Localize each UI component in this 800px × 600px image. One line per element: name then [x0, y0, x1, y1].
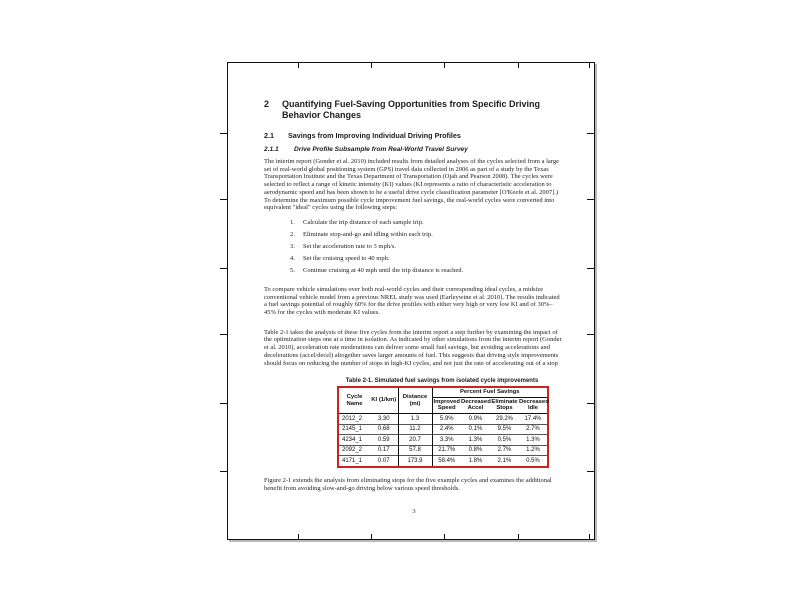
- cell-ki: 3.30: [370, 414, 398, 425]
- cell-decreased-idle: 2.7%: [519, 424, 548, 435]
- border-tick: [587, 268, 594, 269]
- subsubsection-heading: [264, 146, 564, 154]
- border-tick: [220, 268, 227, 269]
- list-item-text: Eliminate stop-and-go and idling within each trip.: [303, 230, 433, 238]
- cell-improved-speed: 2.4%: [432, 424, 461, 435]
- col-header-decreased-accel: Decreased Accel: [461, 398, 491, 412]
- table-header: [338, 387, 548, 413]
- table-caption: Table 2-1. Simulated fuel savings from isolated cycle improvements: [345, 378, 539, 385]
- cell-distance: 11.2: [398, 424, 432, 435]
- paragraph-3: Table 2-1 takes the analysis of these five cycles from the interim report a step further by examining the impact of the optimization steps one at a time in isolation. As indicated by other simulations from the interim report (Gonder et al. 2010), acceleration rate moderations can deliver some small fuel savings, but avoiding accelerations and decelerations (accel/decel) altogether saves larger amounts of fuel. This suggests that driving style improvements should focus on reducing the number of stops in high-KI cycles, and not just the rate of accelerating out of a stop: [264, 328, 562, 367]
- list-item-number: 1.: [290, 218, 295, 226]
- list-item: [290, 241, 564, 253]
- list-item-text: Set the cruising speed to 40 mph.: [303, 254, 390, 262]
- document-page: [227, 62, 595, 540]
- list-item-number: 3.: [290, 242, 295, 250]
- list-item-text: Calculate the trip distance of each sample trip.: [303, 218, 424, 226]
- col-header-improved-speed: Improved Speed: [433, 398, 460, 412]
- cell-decreased-accel: 1.8%: [461, 456, 490, 467]
- cell-decreased-idle: 0.5%: [519, 456, 548, 467]
- table-row: [338, 456, 548, 467]
- cell-eliminate-stops: 2.1%: [490, 456, 519, 467]
- cell-eliminate-stops: 9.5%: [490, 424, 519, 435]
- cell-decreased-accel: 0.8%: [461, 445, 490, 456]
- cell-distance: 173.9: [398, 456, 432, 467]
- border-tick: [587, 471, 594, 472]
- list-item: [290, 253, 564, 265]
- border-tick: [518, 534, 519, 539]
- subsection-number: 2.1: [264, 131, 274, 140]
- list-item-text: Continue cruising at 40 mph until the trip distance is reached.: [303, 266, 464, 274]
- fuel-savings-table: [337, 386, 549, 468]
- border-tick: [220, 199, 227, 200]
- border-tick: [587, 403, 594, 404]
- table-row: [338, 445, 548, 456]
- subsubsection-number: 2.1.1: [264, 146, 279, 153]
- cell-cycle-name: 4234_1: [338, 435, 370, 446]
- cell-improved-speed: 5.9%: [439, 415, 454, 422]
- numbered-list: [264, 217, 564, 277]
- col-group-percent-fuel-savings: Percent Fuel Savings: [432, 387, 548, 397]
- paragraph-4: Figure 2-1 extends the analysis from eliminating stops for the five example cycles and examines the additional benefit from avoiding slow-and-go driving below various speed thresholds.: [264, 477, 552, 492]
- list-item: [290, 265, 564, 277]
- cell-eliminate-stops: 29.2%: [495, 415, 513, 422]
- cell-ki: 0.59: [370, 435, 398, 446]
- cell-ki: 0.07: [370, 456, 398, 467]
- subsection-heading: [264, 132, 564, 140]
- cell-distance: 20.7: [398, 435, 432, 446]
- paragraph-2: To compare vehicle simulations over both real-world cycles and their corresponding ideal cycles, a midsize conventional vehicle model from a previous NREL study was used (Earleywine et al. 2010). The results indicated a fuel savings potential of roughly 60% for the drive profiles with either very high or very low KI and of 30%–45% for the cycles with moderate KI values.: [264, 285, 560, 317]
- page-content: [264, 63, 564, 515]
- cell-improved-speed: 21.7%: [432, 445, 461, 456]
- list-item: [290, 217, 564, 229]
- cell-cycle-name: 2092_2: [338, 445, 370, 456]
- cell-ki: 0.17: [370, 445, 398, 456]
- list-item: [290, 229, 564, 241]
- border-tick: [220, 133, 227, 134]
- section-title: Quantifying Fuel-Saving Opportunities from Specific Driving Behavior Changes: [282, 99, 541, 120]
- section-number: 2: [264, 99, 270, 109]
- cell-improved-speed: 3.3%: [432, 435, 461, 446]
- col-header-decreased-idle: Decreased Idle: [519, 398, 549, 412]
- border-tick: [589, 63, 590, 68]
- list-item-number: 5.: [290, 266, 295, 274]
- cell-eliminate-stops: 0.5%: [490, 435, 519, 446]
- table-row: [338, 424, 548, 435]
- section-heading: [264, 99, 564, 121]
- subsection-title: Savings from Improving Individual Driving Profiles: [288, 131, 461, 140]
- cell-decreased-idle: 1.2%: [519, 445, 548, 456]
- cell-decreased-idle: 1.3%: [519, 435, 548, 446]
- col-header-ki: KI (1/km): [370, 387, 398, 413]
- table-row: [338, 435, 548, 446]
- cell-decreased-idle: 17.4%: [524, 415, 542, 422]
- cell-improved-speed: 58.4%: [432, 456, 461, 467]
- border-tick: [220, 334, 227, 335]
- page-number: 3: [412, 508, 416, 516]
- border-tick: [220, 471, 227, 472]
- cell-distance: 57.8: [398, 445, 432, 456]
- border-tick: [587, 334, 594, 335]
- cell-cycle-name: 4171_1: [338, 456, 370, 467]
- list-item-number: 2.: [290, 230, 295, 238]
- border-tick: [444, 534, 445, 539]
- col-header-distance: Distance (mi): [398, 387, 432, 413]
- list-item-text: Set the acceleration rate to 3 mph/s.: [303, 242, 396, 250]
- border-tick: [589, 534, 590, 539]
- cell-decreased-accel: 0.1%: [461, 424, 490, 435]
- col-header-cycle-name: Cycle Name: [346, 394, 363, 407]
- border-tick: [587, 133, 594, 134]
- border-tick: [298, 534, 299, 539]
- paragraph-1: The interim report (Gonder et al. 2010) included results from detailed analyses of the cycles selected from a large set of real-world global positioning system (GPS) travel data collected in 2006 as part of a study by the Texas Transportation Institute and the Texas Department of Transportation (Ojah and Pearson 2008). The cycles were selected to reflect a range of kinetic intensity (KI) values (KI represents a ratio of characteristic acceleration to aerodynamic speed and has been shown to be a useful drive cycle classification parameter [O'Keefe et al. 2007].) To determine the maximum possible cycle improvement fuel savings, the real-world cycles were converted into equivalent "ideal" cycles using the following steps:: [264, 158, 559, 212]
- cell-decreased-accel: 0.9%: [468, 415, 483, 422]
- cell-cycle-name: 2012_2: [342, 415, 363, 422]
- list-item-number: 4.: [290, 254, 295, 262]
- cell-cycle-name: 2145_1: [338, 424, 370, 435]
- table-row: [338, 414, 548, 425]
- border-tick: [587, 199, 594, 200]
- border-tick: [220, 403, 227, 404]
- cell-eliminate-stops: 2.7%: [490, 445, 519, 456]
- border-tick: [371, 534, 372, 539]
- col-header-eliminate-stops: Eliminate Stops: [491, 398, 518, 412]
- cell-decreased-accel: 1.3%: [461, 435, 490, 446]
- cell-distance: 1.3: [398, 414, 432, 425]
- cell-ki: 0.68: [370, 424, 398, 435]
- subsubsection-title: Drive Profile Subsample from Real-World Travel Survey: [294, 146, 468, 153]
